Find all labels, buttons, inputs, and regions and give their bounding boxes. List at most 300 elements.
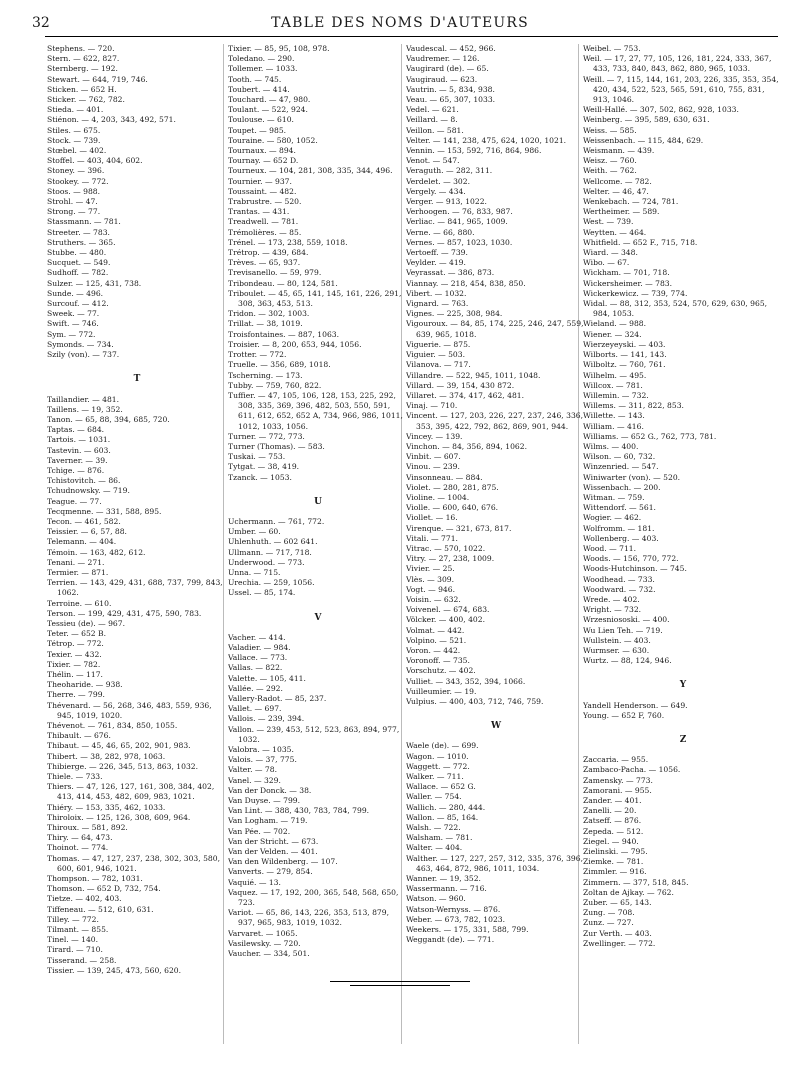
index-entry: Stubbe. — 480. [47,248,107,258]
index-entry: Weibel. — 753. [583,44,641,53]
index-entry: Stœbel. — 402. [47,146,107,156]
index-entry: Thoinot. — 774. [47,843,109,853]
index-entry: Weber. — 673, 782, 1023. [406,914,506,924]
index-entry: Uhlenhuth. — 602 641. [228,537,318,547]
index-entry: Stiles. — 675. [47,125,101,135]
index-entry: Urechia. — 259, 1056. [228,578,315,588]
index-entry: Zepeda. — 512. [583,826,644,836]
index-entry: Voron. — 442. [406,645,461,655]
index-entry: Veyrassat. — 386, 873. [406,268,495,278]
index-entry: Trémolières. — 85. [228,227,302,237]
index-entry: Stieda. — 401. [47,105,104,115]
index-entry: Vilanova. — 717. [406,360,471,370]
index-entry: Viannay. — 218, 454, 838, 850. [406,278,526,288]
index-entry: Walsh. — 722. [406,823,461,833]
index-entry: Ullmann. — 717, 718. [228,547,312,557]
index-entry: Voisin. — 632. [406,594,461,604]
index-entry: Weisz. — 760. [583,156,637,166]
index-entry: Streeter. — 783. [47,227,110,237]
index-entry: Zuber. — 65, 143. [583,898,652,908]
index-entry: Telemann. — 404. [47,537,117,547]
index-entry: Volmat. — 442. [406,625,465,635]
index-entry: West. — 739. [583,217,634,227]
index-entry: Teague. — 77. [47,496,102,506]
index-entry: Waller. — 754. [406,792,462,802]
index-entry: Stoffel. — 403, 404, 602. [47,156,143,166]
index-entry: Zielinski. — 795. [583,847,648,857]
index-entry: Vacher. — 414. [228,632,286,642]
index-entry: Wickerkewicz. — 739, 774. [583,288,688,298]
index-entry: Surcouf. — 412. [47,299,109,309]
index-entry: Wogier. — 462. [583,513,642,523]
index-entry: Termier. — 871. [47,567,109,577]
index-entry: Sticker. — 762, 782. [47,95,125,105]
index-entry: Thibaut. — 45, 46, 65, 202, 901, 983. [47,741,191,751]
index-entry: Zanelli. — 20. [583,806,637,816]
index-entry: Wissenbach. — 200. [583,482,661,492]
index-entry: Toubert. — 414. [228,84,290,94]
index-entry: Tastevin. — 603. [47,445,111,455]
index-entry: Venot. — 547. [406,156,460,166]
index-entry: Wiener. — 324. [583,329,642,339]
index-entry: Strong. — 77. [47,207,101,217]
index-entry: Vulliet. — 343, 352, 394, 1066. [406,676,526,686]
index-entry: Touraine. — 580, 1052. [228,135,318,145]
index-entry: Woods-Hutchinson. — 745. [583,564,687,574]
index-entry: Vibert. — 1032. [406,288,467,298]
index-entry: Zoltan de Ajkay. — 762. [583,887,674,897]
index-entry: Thélin. — 117. [47,669,103,679]
index-entry: Wood. — 711. [583,543,637,553]
index-entry: Vaudescal. — 452, 966. [406,44,496,53]
index-entry: Tilmant. — 855. [47,925,109,935]
index-entry: Valter. — 78. [228,765,277,775]
index-entry: Viollet. — 16. [406,513,458,523]
index-entry: Stassmann. — 781. [47,217,121,227]
index-entry: Tooth. — 745. [228,74,282,84]
index-entry: Tuffier. — 47, 105, 106, 128, 153, 225, 292, 308, 335, 369, 396, 482, 503, 550, 591, 611, 612, 652, 652 A, 734, 966, 986, 1011, 1012, 1033, 1056. [228,390,403,431]
index-entry: Weekers. — 175, 331, 588, 799. [406,925,529,935]
index-entry: Sunde. — 496. [47,288,104,298]
index-entry: Vinbit. — 607. [406,452,461,462]
index-entry: Tchige. — 876. [47,465,105,475]
index-entry: Thibierge. — 226, 345, 513, 863, 1032. [47,761,199,771]
index-entry: Touchard. — 47, 980. [228,95,311,105]
index-entry: Wright. — 732. [583,605,642,615]
index-entry: Tourneux. — 104, 281, 308, 335, 344, 496. [228,166,393,176]
index-entry: Vanel. — 329. [228,775,281,785]
index-entry: Tytgat. — 38, 419. [228,462,300,472]
index-entry: Zwellinger. — 772. [583,938,656,948]
index-entry: Vulpius. — 400, 403, 712, 746, 759. [406,697,544,706]
index-entry: Thiele. — 733. [47,772,103,782]
index-entry: Thibault. — 676. [47,731,111,741]
index-entry: Violle. — 600, 640, 676. [406,503,499,513]
index-entry: Zamorani. — 955. [583,785,652,795]
index-entry: Tessieu (de). — 967. [47,618,126,628]
page-number: 32 [32,15,50,31]
index-entry: Tscherning. — 173. [228,370,303,380]
index-entry: Vertoeff. — 739. [406,248,468,258]
section-letter-heading: V [314,612,322,623]
index-entry: Willemin. — 732. [583,390,649,400]
index-entry: Vaugiraud. — 623. [406,74,478,84]
index-entry: Wurtz. — 88, 124, 946. [583,656,672,666]
index-entry: Zunz. — 727. [583,918,634,928]
index-entry: Tridon. — 302, 1003. [228,309,310,319]
index-entry: Tartois. — 1031. [47,435,111,445]
index-entry: Willcox. — 781. [583,380,643,390]
index-entry: Trevisanello. — 59, 979. [228,268,322,278]
section-letter-heading: W [490,721,502,732]
index-entry: Zimmler. — 916. [583,867,647,877]
index-entry: Triboulet. — 45, 65, 141, 145, 161, 226, 291, 308, 363, 453, 513. [228,288,402,309]
index-entry: Tétrop. — 772. [47,639,104,649]
index-entry: Wagon. — 1010. [406,751,469,761]
index-column-3 [406,44,586,945]
index-entry: Vergely. — 434. [406,186,466,196]
index-entry: Stoos. — 988. [47,186,101,196]
index-entry: Vallas. — 822. [228,663,283,673]
index-entry: Trénel. — 173, 238, 559, 1018. [228,237,348,247]
index-entry: Stookey. — 772. [47,176,109,186]
index-entry: Tissier. — 139, 245, 473, 560, 620. [47,965,182,975]
index-entry: Veraguth. — 282, 311. [406,166,493,176]
index-entry: Stephens. — 720. [47,44,115,53]
index-entry: Tchistovitch. — 86. [47,476,121,486]
index-entry: Wallich. — 280, 444. [406,802,486,812]
index-entry: Wieland. — 988. [583,319,647,329]
index-entry: Waggett. — 772. [406,761,470,771]
index-entry: Teissier. — 6, 57, 88. [47,527,127,537]
index-entry: Stock. — 739. [47,135,101,145]
index-entry: Taverner. — 39. [47,455,108,465]
section-letter-heading: U [314,496,322,507]
index-entry: Willems. — 311, 822, 853. [583,401,684,411]
index-entry: Tinel. — 140. [47,935,99,945]
index-entry: Zander. — 401. [583,796,642,806]
index-entry: Vallet. — 697. [228,704,282,714]
index-entry: Walter. — 404. [406,843,463,853]
index-entry: Völcker. — 400, 402. [406,615,485,625]
index-entry: Troisier. — 8, 200, 653, 944, 1056. [228,339,362,349]
index-entry: Turner (Thomas). — 583. [228,441,325,451]
index-entry: Sticken. — 652 H. [47,84,117,94]
index-entry: Wanner. — 19, 352. [406,874,481,884]
index-entry: Zung. — 708. [583,908,635,918]
index-entry: Valette. — 105, 411. [228,673,306,683]
index-entry: Verne. — 66, 880. [406,227,475,237]
index-entry: Winzenried. — 547. [583,462,659,472]
index-entry: Tenani. — 271. [47,557,105,567]
index-entry: Villaret. — 374, 417, 462, 481. [406,390,525,400]
index-entry: Van der Stricht. — 673. [228,836,319,846]
index-entry: Violine. — 1004. [406,492,470,502]
index-entry: Vinou. — 239. [406,462,460,472]
index-entry: Van Lint. — 388, 430, 783, 784, 799. [228,806,370,816]
index-entry: Walther. — 127, 227, 257, 312, 335, 376, 396, 463, 464, 872, 986, 1011, 1034. [406,853,584,873]
index-entry: Witman. — 759. [583,492,645,502]
index-entry: Zatseff. — 876. [583,816,642,826]
index-entry: Wu Lien Teh. — 719. [583,625,663,635]
index-entry: Willette. — 143. [583,411,645,421]
index-entry: Thévenard. — 56, 268, 346, 483, 559, 936, 945, 1019, 1020. [47,700,212,720]
index-entry: Vigouroux. — 84, 85, 174, 225, 246, 247, 559, 639, 965, 1018. [406,319,584,339]
index-entry: Vincey. — 139. [406,431,463,441]
index-entry: Wiard. — 348. [583,248,638,258]
index-entry: Vallace. — 773. [228,653,288,663]
index-entry: Wellcome. — 782. [583,176,652,186]
index-entry: Tanon. — 65, 88, 394, 685, 720. [47,414,170,424]
index-entry: Vedel. — 621. [406,105,459,115]
index-entry: Thiry. — 64, 473. [47,833,113,843]
index-entry: Tzanck. — 1053. [228,472,292,482]
index-entry: Toulouse. — 610. [228,115,294,125]
index-entry: Wilms. — 400. [583,441,639,451]
index-entry: Van der Donck. — 38. [228,785,312,795]
index-entry: Van der Velden. — 401. [228,847,318,857]
index-entry: Whitfield. — 652 F., 715, 718. [583,237,698,247]
index-entry: Ussel. — 85, 174. [228,588,296,598]
index-entry: Vinchon. — 84, 356, 894, 1062. [406,441,527,451]
index-entry: Vorschutz. — 402. [406,666,476,676]
index-entry: Zambaco-Pacha. — 1056. [583,765,681,775]
index-entry: Wassermann. — 716. [406,884,487,894]
index-entry: Tirard. — 710. [47,945,103,955]
index-entry: Terroine. — 610. [47,598,112,608]
index-entry: Ziemke. — 781. [583,857,644,867]
index-entry: Tixier. — 85, 95, 108, 978. [228,44,330,53]
index-entry: Strohl. — 47. [47,197,98,207]
index-column-2 [228,44,408,959]
index-entry: Témoin. — 163, 482, 612. [47,547,146,557]
index-entry: Sudhoff. — 782. [47,268,109,278]
index-entry: Trotter. — 772. [228,350,287,360]
index-entry: Woods. — 156, 770, 772. [583,554,679,564]
index-entry: Tietze. — 402, 403. [47,894,122,904]
index-entry: Tixier. — 782. [47,659,101,669]
index-entry: Veillon. — 581. [406,125,464,135]
index-entry: Verliac. — 841, 965, 1009. [406,217,508,227]
index-entry: Valadier. — 984. [228,642,291,652]
index-entry: Sulzer. — 125, 431, 738. [47,278,142,288]
index-entry: Zamensky. — 773. [583,775,653,785]
index-entry: Umber. — 60. [228,527,281,537]
index-entry: Wilhelm. — 495. [583,370,647,380]
index-entry: Wrzesniososki. — 400. [583,615,670,625]
index-entry: Troisfontaines. — 887, 1063. [228,329,340,339]
index-entry: Watson. — 960. [406,894,466,904]
index-entry: Voronoff. — 735. [406,656,470,666]
index-entry: Verger. — 913, 1022. [406,197,487,207]
index-entry: Tournier. — 937. [228,176,292,186]
section-letter-heading: Z [679,735,687,745]
index-entry: William. — 416. [583,421,644,431]
index-entry: Tournaux. — 894. [228,146,296,156]
index-entry: Trèves. — 65, 937. [228,258,301,268]
index-entry: Tilley. — 772. [47,914,99,924]
index-entry: Vignes. — 225, 308, 984. [406,309,503,319]
index-entry: Teter. — 652 B. [47,629,107,639]
index-entry: Thompson. — 782, 1031. [47,874,143,884]
index-entry: Vautrin. — 5, 834, 938. [406,84,495,94]
index-entry: Tchudnowsky. — 719. [47,486,130,496]
index-entry: Thiroux. — 581, 892. [47,823,128,833]
index-entry: Thiers. — 47, 126, 127, 161, 308, 384, 402, 413, 414, 453, 482, 609, 983, 1021. [47,782,215,802]
index-entry: Zur Verth. — 403. [583,928,652,938]
index-entry: Wittendorf. — 561. [583,503,656,513]
index-entry: Wilborts. — 141, 143. [583,350,667,360]
index-entry: Struthers. — 365. [47,237,116,247]
index-entry: Weill-Hallé. — 307, 502, 862, 928, 1033. [583,105,739,115]
index-entry: Vitrac. — 570, 1022. [406,543,486,553]
index-entry: Van Logham. — 719. [228,816,308,826]
index-entry: Wallon. — 85, 164. [406,812,479,822]
index-entry: Yandell Henderson. — 649. [583,700,688,710]
index-entry: Watson-Wernyss. — 876. [406,904,501,914]
index-entry: Thiroloix. — 125, 126, 308, 609, 964. [47,812,191,822]
index-entry: Vaudremer. — 126. [406,54,480,64]
index-entry: Woodhead. — 733. [583,574,655,584]
index-entry: Weggandt (de). — 771. [406,935,495,945]
index-entry: Zaccaria. — 955. [583,755,649,765]
index-entry: Szily (von). — 737. [47,350,120,360]
index-entry: Vasilewsky. — 720. [228,938,301,948]
index-entry: Taillandier. — 481. [47,394,120,404]
index-entry: Toussaint. — 482. [228,186,297,196]
index-entry: Thévenot. — 761, 834, 850, 1055. [47,721,178,730]
index-entry: Unna. — 715. [228,567,281,577]
index-entry: Stiénon. — 4, 203, 343, 492, 571. [47,115,176,125]
index-entry: Veylder. — 419. [406,258,466,268]
index-entry: Taillens. — 19, 352. [47,404,123,414]
index-entry: Van den Wildenberg. — 107. [228,857,338,867]
index-entry: Thibert. — 38, 282, 978, 1063. [47,751,166,761]
index-entry: Tollemer. — 1033. [228,64,298,74]
index-entry: Walsham. — 781. [406,833,473,843]
index-entry: Terrien. — 143, 429, 431, 688, 737, 799, 843, 1062. [47,578,223,598]
index-entry: Vogt. — 946. [406,584,456,594]
index-entry: Tisserand. — 258. [47,955,117,965]
index-entry: Swift. — 746. [47,319,99,329]
index-entry: Young. — 652 F, 760. [583,710,665,720]
index-entry: Variot. — 65, 86, 143, 226, 353, 513, 879, 937, 965, 983, 1019, 1032. [228,908,390,928]
index-entry: Velter. — 141, 238, 475, 624, 1020, 1021. [406,135,567,145]
index-entry: Terson. — 199, 429, 431, 475, 590, 783. [47,608,202,618]
index-entry: Toupet. — 985. [228,125,287,135]
index-entry: Vaucher. — 334, 501. [228,949,310,959]
index-entry: Valois. — 37, 775. [228,755,297,765]
index-entry: Villard. — 39, 154, 430 872. [406,380,515,390]
index-entry: Wertheimer. — 589. [583,207,660,217]
index-entry: Wickersheimer. — 783. [583,278,673,288]
index-entry: Winiwarter (von). — 520. [583,472,681,482]
index-entry: Verdelet. — 302. [406,176,470,186]
index-entry: Thomas. — 47, 127, 237, 238, 302, 303, 580, 600, 601, 946, 1021. [47,853,220,873]
index-entry: Trantas. — 431. [228,207,290,217]
index-entry: Weiss. — 585. [583,125,637,135]
index-entry: Wolfromm. — 181. [583,523,655,533]
index-entry: Sternberg. — 192. [47,64,118,74]
index-entry: Weil. — 17, 27, 77, 105, 126, 181, 224, 333, 367, 433, 733, 840, 843, 862, 880, 965, 1033. [583,54,772,74]
index-entry: Viguerie. — 875. [406,339,471,349]
index-entry: Vlès. — 309. [406,574,455,584]
end-ornament-rule [350,985,450,986]
index-entry: Tubby. — 759, 760, 822. [228,380,322,390]
index-entry: Vivier. — 25. [406,564,455,574]
index-entry: Taptas. — 684. [47,425,105,435]
index-entry: Woodward. — 732. [583,584,656,594]
index-entry: Waele (de). — 699. [406,741,479,751]
index-entry: Underwood. — 773. [228,557,305,567]
index-entry: Tecon. — 461, 582. [47,516,121,526]
index-entry: Tribondeau. — 80, 124, 581. [228,278,338,288]
index-entry: Weinberg. — 395, 589, 630, 631. [583,115,710,125]
index-entry: Treadwell. — 781. [228,217,299,227]
index-entry: Viguier. — 503. [406,350,465,360]
index-entry: Verhoogen. — 76, 833, 987. [406,207,513,217]
index-entry: Uchermann. — 761, 772. [228,516,325,526]
index-entry: Vernes. — 857, 1023, 1030. [406,237,513,247]
index-entry: Trétrop. — 439, 684. [228,248,309,258]
index-entry: Weith. — 762. [583,166,637,176]
index-entry: Veau. — 65, 307, 1033. [406,95,496,105]
index-entry: Sweek. — 77. [47,309,100,319]
index-entry: Wibo. — 67. [583,258,630,268]
index-entry: Walker. — 711. [406,772,464,782]
index-entry: Widal. — 88, 312, 353, 524, 570, 629, 630, 965, 984, 1053. [583,299,768,319]
index-entry: Symonds. — 734. [47,339,114,349]
index-entry: Wrede. — 402. [583,594,640,604]
index-entry: Stewart. — 644, 719, 746. [47,74,148,84]
index-entry: Vitali. — 771. [406,533,458,543]
index-entry: Vinsonneau. — 884. [406,472,483,482]
index-entry: Weissenbach. — 115, 484, 629. [583,135,704,145]
index-entry: Tournay. — 652 D. [228,156,299,166]
index-entry: Wullstein. — 403. [583,635,651,645]
index-entry: Thomson. — 652 D, 732, 754. [47,884,161,894]
index-entry: Texier. — 432. [47,649,102,659]
index-entry: Volpino. — 521. [406,635,467,645]
index-entry: Vaquez. — 17, 192, 200, 365, 548, 568, 650, 723. [228,887,399,908]
index-entry: Wurmser. — 630. [583,645,650,655]
index-entry: Welter. — 46, 47. [583,186,649,196]
end-ornament-rule [330,981,470,982]
section-letter-heading: Y [679,680,687,691]
index-entry: Toledano. — 290. [228,54,295,64]
index-entry: Weismann. — 439. [583,146,655,156]
index-entry: Vuilleumier. — 19. [406,686,477,696]
index-entry: Thiéry. — 153, 335, 462, 1033. [47,802,166,812]
index-entry: Trillat. — 38, 1019. [228,319,303,329]
index-entry: Wickham. — 701, 718. [583,268,670,278]
index-entry: Wilboltz. — 760, 761. [583,360,666,370]
index-entry: Ziegel. — 940. [583,836,639,846]
index-entry: Vallery-Radot. — 85, 237. [228,693,327,703]
index-column-1 [47,44,227,976]
index-entry: Truelle. — 356, 689, 1018. [228,360,331,370]
index-entry: Villandre. — 522, 945, 1011, 1048. [406,370,541,380]
index-entry: Therre. — 799. [47,690,105,700]
index-entry: Varvaret. — 1065. [228,928,298,938]
index-entry: Virenque. — 321, 673, 817. [406,523,512,533]
index-entry: Theoharide. — 938. [47,680,123,690]
index-entry: Vallois. — 239, 394. [228,714,305,724]
index-entry: Tiffeneau. — 512, 610, 631. [47,904,154,914]
index-entry: Vanverts. — 279, 854. [228,867,313,877]
index-entry: Tuskai. — 753. [228,452,286,462]
index-entry: Vallée. — 292. [228,683,283,693]
